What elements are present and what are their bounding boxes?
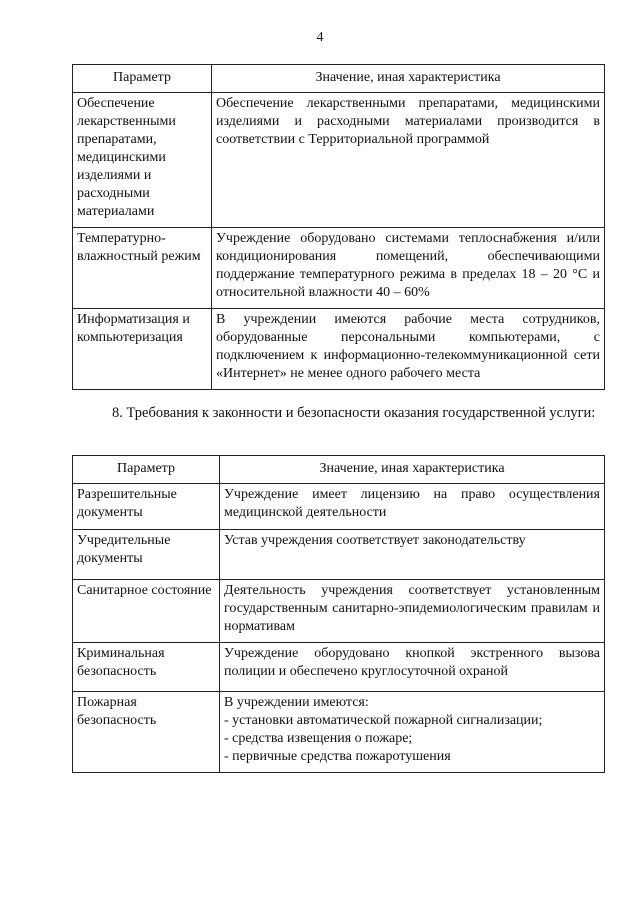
characteristics-table bbox=[72, 64, 605, 390]
table-row bbox=[73, 484, 605, 530]
row-parameter: Температурно-влажностный режим bbox=[73, 228, 212, 309]
column-header-parameter: Параметр bbox=[73, 65, 212, 93]
value-intro: В учреждении имеются: bbox=[224, 695, 369, 710]
row-parameter: Санитарное состояние bbox=[73, 580, 220, 643]
table-header-row bbox=[73, 456, 605, 484]
table-header-row bbox=[73, 65, 605, 93]
list-item: - установки автоматической пожарной сигнализации; bbox=[224, 713, 543, 728]
column-header-parameter: Параметр bbox=[73, 456, 220, 484]
table-row bbox=[73, 643, 605, 692]
column-header-value: Значение, иная характеристика bbox=[220, 456, 605, 484]
table-row bbox=[73, 692, 605, 773]
row-parameter: Пожарная безопасность bbox=[73, 692, 220, 773]
row-value: Учреждение оборудовано системами теплоснабжения и/или кондиционирования помещений, обеспечивающими поддержание температурного режима в пределах 18 – 20 °С и относительной влажности 40 – 60% bbox=[212, 228, 605, 309]
row-value: Учреждение имеет лицензию на право осуществления медицинской деятельности bbox=[220, 484, 605, 530]
row-value bbox=[220, 692, 605, 773]
row-parameter: Криминальная безопасность bbox=[73, 643, 220, 692]
table-row bbox=[73, 228, 605, 309]
legality-safety-table bbox=[72, 455, 605, 773]
table-row bbox=[73, 530, 605, 580]
list-item: - средства извещения о пожаре; bbox=[224, 731, 413, 746]
page-number: 4 bbox=[316, 30, 324, 45]
table-row bbox=[73, 93, 605, 228]
row-value: Деятельность учреждения соответствует установленным государственным санитарно-эпидемиологическим правилам и нормативам bbox=[220, 580, 605, 643]
row-value: В учреждении имеются рабочие места сотрудников, оборудованные персональными компьютерами, с подключением к информационно-телекоммуникационной сети «Интернет» не менее одного рабочего места bbox=[212, 309, 605, 390]
row-parameter: Учредительные документы bbox=[73, 530, 220, 580]
table-row bbox=[73, 309, 605, 390]
row-value: Учреждение оборудовано кнопкой экстренного вызова полиции и обеспечено круглосуточной охраной bbox=[220, 643, 605, 692]
row-parameter: Информатизация и компьютеризация bbox=[73, 309, 212, 390]
section-heading: 8. Требования к законности и безопасности оказания государственной услуги: bbox=[112, 405, 596, 421]
column-header-value: Значение, иная характеристика bbox=[212, 65, 605, 93]
row-parameter: Разрешительные документы bbox=[73, 484, 220, 530]
row-value: Обеспечение лекарственными препаратами, медицинскими изделиями и расходными материалами производится в соответствии с Территориальной программой bbox=[212, 93, 605, 228]
list-item: - первичные средства пожаротушения bbox=[224, 749, 451, 764]
row-value: Устав учреждения соответствует законодательству bbox=[220, 530, 605, 580]
table-row bbox=[73, 580, 605, 643]
row-parameter: Обеспечение лекарственными препаратами, медицинскими изделиями и расходными материалами bbox=[73, 93, 212, 228]
